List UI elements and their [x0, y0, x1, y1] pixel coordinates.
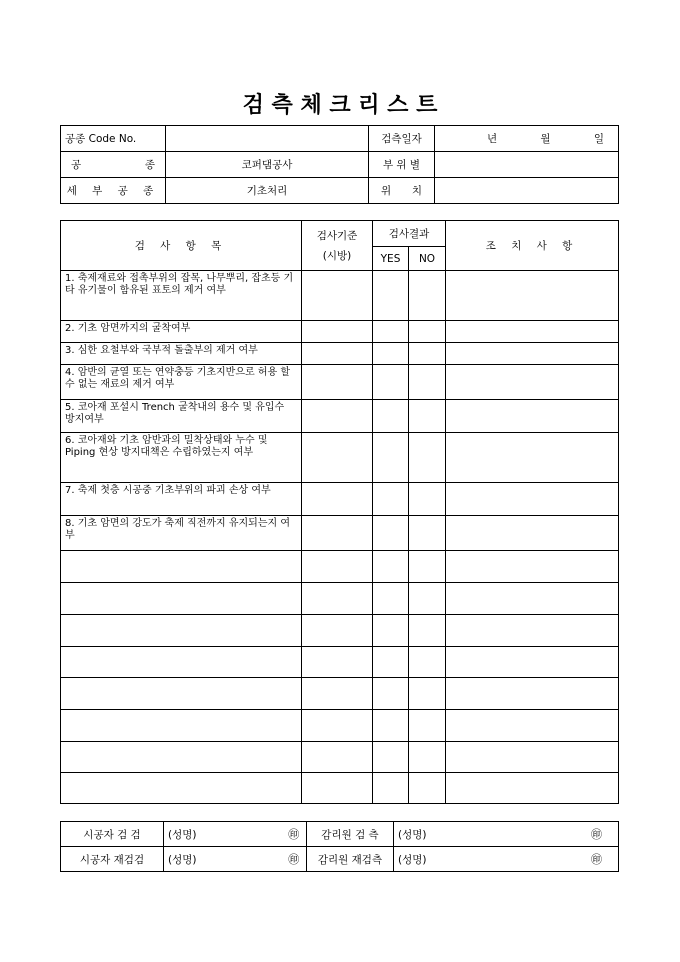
checklist-action-cell[interactable]	[446, 647, 619, 678]
checklist-row	[61, 365, 619, 400]
checklist-row	[61, 551, 619, 583]
date-value[interactable]	[435, 126, 619, 152]
checklist-no-cell[interactable]	[409, 615, 446, 647]
checklist-item-text	[61, 678, 302, 710]
checklist-row	[61, 516, 619, 551]
header-row-code	[61, 126, 619, 152]
checklist-no-cell[interactable]	[409, 433, 446, 483]
checklist-header-row	[61, 221, 619, 247]
header-row-detail	[61, 178, 619, 204]
checklist-item-text	[61, 710, 302, 742]
checklist-item-text: 8. 기초 암면의 강도가 축제 직전까지 유지되는지 여부	[61, 516, 302, 551]
checklist-no-cell[interactable]	[409, 710, 446, 742]
checklist-row	[61, 647, 619, 678]
checklist-standard-cell[interactable]	[302, 710, 373, 742]
checklist-row	[61, 271, 619, 321]
checklist-row	[61, 343, 619, 365]
checklist-yes-cell[interactable]	[373, 678, 409, 710]
checklist-row	[61, 321, 619, 343]
checklist-action-cell[interactable]	[446, 773, 619, 804]
row1-right-name[interactable]: (성명)	[394, 822, 535, 847]
checklist-no-cell[interactable]	[409, 321, 446, 343]
checklist-row	[61, 400, 619, 433]
checklist-standard-cell[interactable]	[302, 321, 373, 343]
checklist-item-text	[61, 583, 302, 615]
checklist-action-cell[interactable]	[446, 742, 619, 773]
checklist-yes-cell[interactable]	[373, 365, 409, 400]
checklist-standard-cell[interactable]	[302, 343, 373, 365]
checklist-action-cell[interactable]	[446, 615, 619, 647]
col-item-header: 검 사 항 목	[61, 221, 302, 271]
date-month: 월	[540, 133, 551, 145]
part-label: 부 위 별	[369, 152, 435, 178]
checklist-action-cell[interactable]	[446, 710, 619, 742]
checklist-item-text: 3. 심한 요철부와 국부적 돌출부의 제거 여부	[61, 343, 302, 365]
row2-left-seal: ㊞	[282, 847, 307, 872]
checklist-item-text: 2. 기초 암면까지의 굴착여부	[61, 321, 302, 343]
row1-right-label: 감리원 검 측	[307, 822, 394, 847]
checklist-item-text: 4. 암반의 균열 또는 연약충등 기초지반으로 허용 할 수 없는 재료의 제거 여부	[61, 365, 302, 400]
header-table	[60, 125, 619, 204]
checklist-item-text	[61, 551, 302, 583]
checklist-yes-cell[interactable]	[373, 551, 409, 583]
checklist-standard-cell[interactable]	[302, 433, 373, 483]
checklist-item-text	[61, 647, 302, 678]
checklist-yes-cell[interactable]	[373, 773, 409, 804]
checklist-action-cell[interactable]	[446, 483, 619, 516]
col-standard-line2: (시방)	[322, 249, 352, 262]
checklist-item-text: 1. 축제재료와 접촉부위의 잡목, 나무뿌리, 잡초등 기타 유기물이 함유된 표토의 제거 여부	[61, 271, 302, 321]
row1-right-seal: ㊞	[535, 822, 619, 847]
checklist-no-cell[interactable]	[409, 551, 446, 583]
checklist-row	[61, 773, 619, 804]
checklist-row	[61, 615, 619, 647]
row1-left-seal: ㊞	[282, 822, 307, 847]
checklist-standard-cell[interactable]	[302, 583, 373, 615]
detail-label: 세 부 공 종	[61, 178, 166, 204]
checklist-no-cell[interactable]	[409, 678, 446, 710]
checklist-item-text: 7. 축제 첫층 시공중 기초부위의 파괴 손상 여부	[61, 483, 302, 516]
checklist-action-cell[interactable]	[446, 583, 619, 615]
checklist-no-cell[interactable]	[409, 647, 446, 678]
row1-left-label: 시공자 검 검	[61, 822, 164, 847]
checklist-standard-cell[interactable]	[302, 615, 373, 647]
checklist-yes-cell[interactable]	[373, 516, 409, 551]
code-value[interactable]	[166, 126, 369, 152]
checklist-table	[60, 220, 619, 804]
checklist-no-cell[interactable]	[409, 516, 446, 551]
col-action-header: 조 치 사 항	[446, 221, 619, 271]
checklist-standard-cell[interactable]	[302, 678, 373, 710]
checklist-yes-cell[interactable]	[373, 710, 409, 742]
checklist-yes-cell[interactable]	[373, 321, 409, 343]
page-title: 검 측 체 크 리 스 트	[242, 92, 438, 118]
checklist-item-text	[61, 615, 302, 647]
location-value[interactable]	[435, 178, 619, 204]
signature-table	[60, 821, 619, 872]
date-year: 년	[487, 133, 498, 145]
checklist-standard-cell[interactable]	[302, 483, 373, 516]
checklist-standard-cell[interactable]	[302, 271, 373, 321]
date-label: 검측일자	[369, 126, 435, 152]
location-label: 위 치	[369, 178, 435, 204]
checklist-no-cell[interactable]	[409, 773, 446, 804]
checklist-no-cell[interactable]	[409, 343, 446, 365]
part-value[interactable]	[435, 152, 619, 178]
row2-left-name[interactable]: (성명)	[164, 847, 282, 872]
checklist-no-cell[interactable]	[409, 365, 446, 400]
row2-right-name[interactable]: (성명)	[394, 847, 535, 872]
row2-left-label: 시공자 재검검	[61, 847, 164, 872]
checklist-yes-cell[interactable]	[373, 343, 409, 365]
checklist-item-text	[61, 773, 302, 804]
checklist-action-cell[interactable]	[446, 271, 619, 321]
signature-row-1	[61, 822, 619, 847]
checklist-no-cell[interactable]	[409, 400, 446, 433]
checklist-action-cell[interactable]	[446, 678, 619, 710]
col-result-header: 검사결과	[373, 221, 446, 247]
checklist-action-cell[interactable]	[446, 551, 619, 583]
checklist-yes-cell[interactable]	[373, 271, 409, 321]
checklist-standard-cell[interactable]	[302, 773, 373, 804]
checklist-standard-cell[interactable]	[302, 742, 373, 773]
header-row-work	[61, 152, 619, 178]
checklist-no-cell[interactable]	[409, 271, 446, 321]
signature-row-2	[61, 847, 619, 872]
checklist-row	[61, 483, 619, 516]
checklist-row	[61, 583, 619, 615]
checklist-item-text: 6. 코아재와 기초 암반과의 밀착상태와 누수 및 Piping 현상 방지대책은 수립하였는지 여부	[61, 433, 302, 483]
checklist-yes-cell[interactable]	[373, 433, 409, 483]
checklist-item-text	[61, 742, 302, 773]
checklist-action-cell[interactable]	[446, 400, 619, 433]
checklist-row	[61, 710, 619, 742]
col-standard-line1: 검사기준	[316, 229, 358, 242]
checklist-standard-cell[interactable]	[302, 647, 373, 678]
checklist-action-cell[interactable]	[446, 321, 619, 343]
checklist-items	[61, 271, 619, 804]
col-standard-header	[302, 221, 373, 271]
checklist-row	[61, 433, 619, 483]
work-label: 공 종	[61, 152, 166, 178]
checklist-no-cell[interactable]	[409, 742, 446, 773]
checklist-yes-cell[interactable]	[373, 400, 409, 433]
checklist-row	[61, 678, 619, 710]
detail-value[interactable]: 기초처리	[166, 178, 369, 204]
code-label: 공종 Code No.	[61, 126, 166, 152]
checklist-standard-cell[interactable]	[302, 516, 373, 551]
col-yes-header: YES	[373, 247, 409, 271]
row2-right-label: 감리원 재검측	[307, 847, 394, 872]
checklist-item-text: 5. 코아재 포설시 Trench 굴착내의 용수 및 유입수 방지여부	[61, 400, 302, 433]
checklist-yes-cell[interactable]	[373, 583, 409, 615]
checklist-standard-cell[interactable]	[302, 400, 373, 433]
checklist-yes-cell[interactable]	[373, 742, 409, 773]
date-day: 일	[593, 133, 604, 145]
checklist-standard-cell[interactable]	[302, 365, 373, 400]
checklist-yes-cell[interactable]	[373, 647, 409, 678]
checklist-yes-cell[interactable]	[373, 615, 409, 647]
checklist-action-cell[interactable]	[446, 365, 619, 400]
checklist-action-cell[interactable]	[446, 433, 619, 483]
row1-left-name[interactable]: (성명)	[164, 822, 282, 847]
checklist-yes-cell[interactable]	[373, 483, 409, 516]
checklist-action-cell[interactable]	[446, 516, 619, 551]
checklist-no-cell[interactable]	[409, 583, 446, 615]
checklist-standard-cell[interactable]	[302, 551, 373, 583]
checklist-action-cell[interactable]	[446, 343, 619, 365]
checklist-no-cell[interactable]	[409, 483, 446, 516]
col-no-header: NO	[409, 247, 446, 271]
work-value[interactable]: 코퍼댐공사	[166, 152, 369, 178]
checklist-row	[61, 742, 619, 773]
row2-right-seal: ㊞	[535, 847, 619, 872]
